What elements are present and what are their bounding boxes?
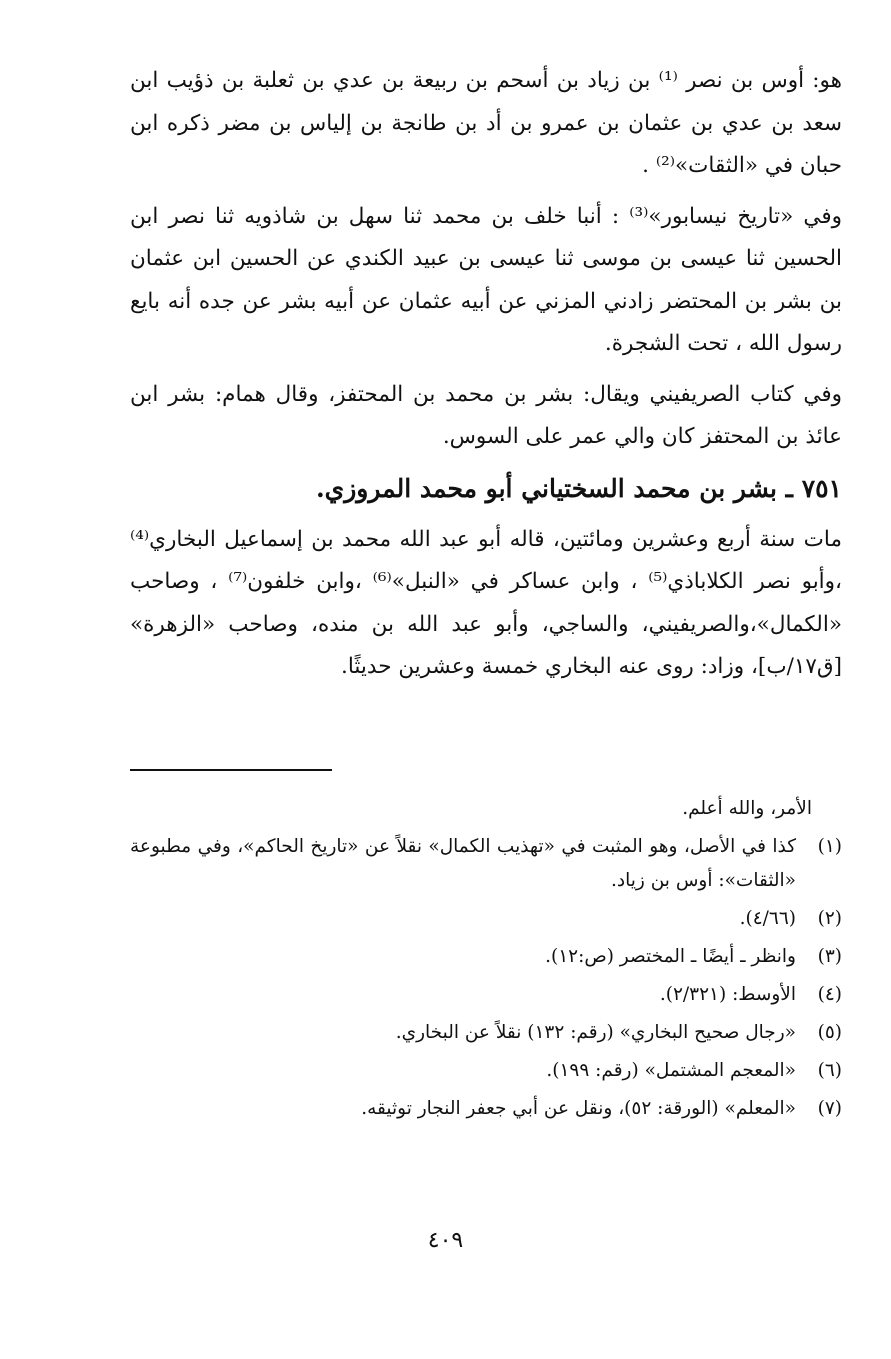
footnote-item xyxy=(130,830,842,898)
footnote-item xyxy=(130,978,842,1012)
footnote-item xyxy=(130,902,842,936)
footnote-item xyxy=(130,940,842,974)
footnote-number: (٣) xyxy=(817,946,842,967)
paragraph-aws: هو: أوس بن نصر ⁽¹⁾ بن زياد بن أسحم بن ربيعة بن عدي بن ثعلبة بن ذؤيب ابن سعد بن عدي بن عثمان بن عمرو بن أد بن طانجة بن إلياس بن مضر ذكره ابن حبان في «الثقات»⁽²⁾ . xyxy=(130,68,842,178)
page-number: ٤٠٩ xyxy=(427,1228,464,1253)
footnote-text: «رجال صحيح البخاري» (رقم: ١٣٢) نقلاً عن البخاري. xyxy=(395,1022,796,1043)
footnote-item xyxy=(130,1054,842,1088)
footnote-number: (٧) xyxy=(817,1098,842,1119)
footnote-text: الأوسط: (٢/٣٢١). xyxy=(659,984,796,1005)
footnote-divider xyxy=(130,769,332,771)
footnote-number: (٤) xyxy=(817,984,842,1005)
footnote-number: (٦) xyxy=(817,1060,842,1081)
entry-heading: ٧٥١ ـ بشر بن محمد السختياني أبو محمد المروزي. xyxy=(315,473,842,503)
main-text xyxy=(130,60,842,697)
footnote-text: «المعلم» (الورقة: ٥٢)، ونقل عن أبي جعفر النجار توثيقه. xyxy=(361,1098,796,1119)
footnote-number: (٢) xyxy=(817,908,842,929)
paragraph-sarifini: وفي كتاب الصريفيني ويقال: بشر بن محمد بن المحتفز، وقال همام: بشر ابن عائذ بن المحتفز كان والي عمر على السوس. xyxy=(130,381,842,449)
footnote-item xyxy=(130,1016,842,1050)
footnote-text: (٤/٦٦). xyxy=(739,908,796,929)
footnote-text: «المعجم المشتمل» (رقم: ١٩٩). xyxy=(546,1060,796,1081)
footnote-number: (٥) xyxy=(817,1022,842,1043)
footnote-text: كذا في الأصل، وهو المثبت في «تهذيب الكمال» نقلاً عن «تاريخ الحاكم»، وفي مطبوعة «الثقات»: أوس بن زياد. xyxy=(130,836,796,891)
footnote-number: (١) xyxy=(817,836,842,857)
paragraph-death: مات سنة أربع وعشرين ومائتين، قاله أبو عبد الله محمد بن إسماعيل البخاري⁽⁴⁾ ،وأبو نصر الكلاباذي⁽⁵⁾ ، وابن عساكر في «النبل»⁽⁶⁾ ،وابن خلفون⁽⁷⁾ ، وصاحب «الكمال»،والصريفيني، والساجي، وأبو عبد الله بن منده، وصاحب «الزهرة» [ق١٧/ب]، وزاد: روى عنه البخاري خمسة وعشرين حديثًا. xyxy=(130,526,842,679)
footnotes xyxy=(130,792,842,1126)
footnote-text: وانظر ـ أيضًا ـ المختصر (ص:١٢). xyxy=(545,946,796,967)
paragraph-nishapur: وفي «تاريخ نيسابور»⁽³⁾ : أنبا خلف بن محمد ثنا سهل بن شاذويه ثنا نصر ابن الحسين ثنا عيسى بن موسى ثنا عيسى بن عبيد الكندي عن الحسين ابن عثمان بن بشر بن المحتضر زادني المزني عن أبيه عثمان عن أبيه بشر عن جده أنه بايع رسول الله ، تحت الشجرة. xyxy=(130,203,843,356)
footnote-continuation: الأمر، والله أعلم. xyxy=(682,798,812,819)
footnote-item xyxy=(130,1092,842,1126)
